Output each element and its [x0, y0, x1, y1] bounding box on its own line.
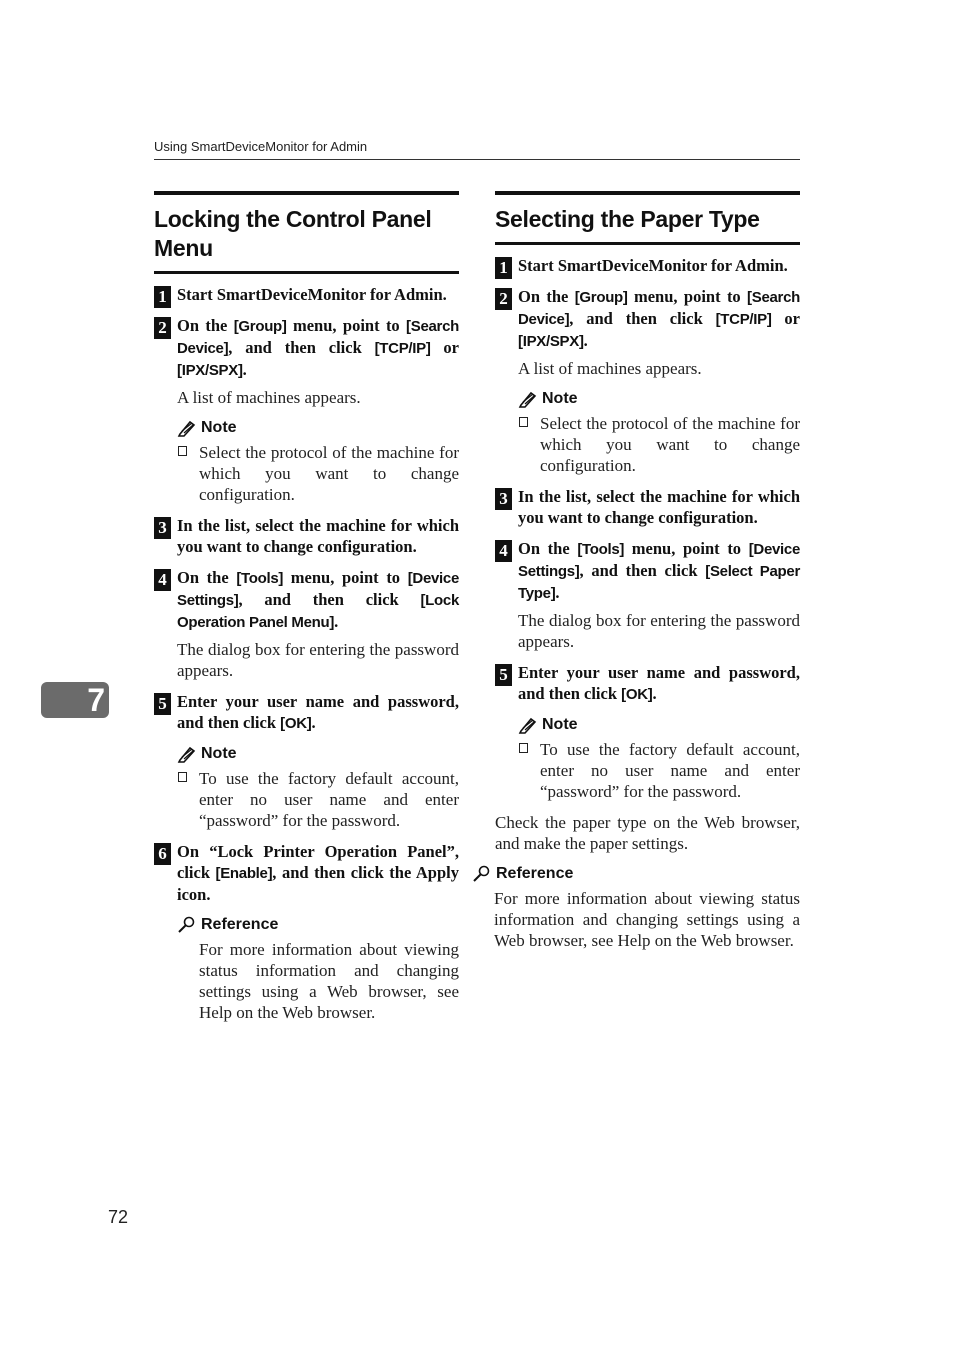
reference-text: For more information about viewing status information and changing settings using a Web browser, see Help on the Web browser.	[494, 889, 800, 950]
menu-key: [Search Device]	[177, 318, 459, 357]
menu-key: [OK]	[621, 686, 653, 703]
step-number: 3	[154, 517, 171, 539]
reference-block	[177, 915, 459, 1023]
note-text: To use the factory default account, enter no user name and enter “password” for the password.	[199, 769, 459, 830]
note-block	[518, 715, 800, 802]
pencil-icon	[518, 390, 538, 408]
menu-key: [Lock Operation Panel Menu]	[177, 592, 459, 631]
step-text: In the list, select the machine for which you want to change configuration.	[518, 487, 800, 527]
note-item	[518, 413, 800, 476]
note-item	[518, 739, 800, 802]
menu-key: [Tools]	[577, 541, 625, 558]
step-number: 5	[154, 693, 171, 715]
step-number: 1	[154, 286, 171, 308]
menu-key: [Group]	[233, 318, 287, 335]
menu-key: [OK]	[280, 715, 312, 732]
menu-key: [Group]	[574, 289, 628, 306]
note-text: Select the protocol of the machine for which you want to change configuration.	[199, 443, 459, 504]
reference-block	[472, 864, 800, 951]
menu-key: [Select Paper Type]	[518, 563, 800, 602]
note-item	[177, 442, 459, 505]
step-number: 3	[495, 488, 512, 510]
step-5	[495, 662, 800, 802]
menu-key: [Device Settings]	[177, 570, 459, 609]
step-result: A list of machines appears.	[177, 388, 361, 407]
step-number: 5	[495, 664, 512, 686]
step-number: 4	[154, 569, 171, 591]
step-2	[495, 286, 800, 476]
section-title: Locking the Control Panel Menu	[154, 191, 459, 274]
page-number: 72	[108, 1207, 129, 1227]
checkbox-icon	[519, 417, 528, 427]
step-3	[495, 486, 800, 528]
step-text: Start SmartDeviceMonitor for Admin.	[177, 285, 447, 304]
step-number: 2	[154, 317, 171, 339]
magnifier-icon	[177, 916, 197, 934]
menu-key: [IPX/SPX]	[518, 333, 584, 350]
note-block	[177, 418, 459, 505]
note-heading: Note	[201, 419, 237, 436]
pencil-icon	[177, 745, 197, 763]
step-text: On the [Tools] menu, point to [Device Settings], and then click [Lock Operation Panel Menu].	[177, 568, 459, 631]
step-2	[154, 315, 459, 505]
note-text: Select the protocol of the machine for which you want to change configuration.	[540, 414, 800, 475]
section-title: Selecting the Paper Type	[495, 191, 800, 245]
reference-heading: Reference	[496, 865, 574, 882]
note-block	[177, 744, 459, 831]
step-1	[495, 255, 800, 276]
step-3	[154, 515, 459, 557]
step-number: 2	[495, 288, 512, 310]
menu-key: [TCP/IP]	[715, 311, 772, 328]
pencil-icon	[518, 716, 538, 734]
step-text: Start SmartDeviceMonitor for Admin.	[518, 256, 788, 275]
checkbox-icon	[178, 772, 187, 782]
menu-key: [Enable]	[215, 865, 273, 882]
chapter-tab: 7	[41, 682, 109, 718]
step-number: 1	[495, 257, 512, 279]
step-result: A list of machines appears.	[518, 359, 702, 378]
step-result: The dialog box for entering the password appears.	[177, 640, 459, 680]
check-paragraph: Check the paper type on the Web browser, and make the paper settings.	[495, 813, 800, 853]
step-text: Enter your user name and password, and then click [OK].	[177, 692, 459, 732]
step-4	[154, 567, 459, 681]
reference-heading: Reference	[201, 916, 279, 933]
magnifier-icon	[472, 865, 492, 883]
note-heading: Note	[201, 745, 237, 762]
step-text: Enter your user name and password, and then click [OK].	[518, 663, 800, 703]
step-text: On the [Group] menu, point to [Search Device], and then click [TCP/IP] or [IPX/SPX].	[177, 316, 459, 379]
step-6	[154, 841, 459, 1023]
step-text: On the [Tools] menu, point to [Device Settings], and then click [Select Paper Type].	[518, 539, 800, 602]
right-column	[495, 191, 800, 951]
note-item	[177, 768, 459, 831]
note-text: To use the factory default account, enter no user name and enter “password” for the password.	[540, 740, 800, 801]
menu-key: [IPX/SPX]	[177, 362, 243, 379]
note-heading: Note	[542, 716, 578, 733]
checkbox-icon	[519, 743, 528, 753]
menu-key: [TCP/IP]	[374, 340, 431, 357]
menu-key: [Device Settings]	[518, 541, 800, 580]
menu-key: [Search Device]	[518, 289, 800, 328]
note-heading: Note	[542, 390, 578, 407]
step-text: In the list, select the machine for which you want to change configuration.	[177, 516, 459, 556]
step-4	[495, 538, 800, 652]
step-number: 4	[495, 540, 512, 562]
step-text: On “Lock Printer Operation Panel”, click [Enable], and then click the Apply icon.	[177, 842, 459, 904]
step-1	[154, 284, 459, 305]
step-5	[154, 691, 459, 831]
checkbox-icon	[178, 446, 187, 456]
pencil-icon	[177, 419, 197, 437]
step-result: The dialog box for entering the password appears.	[518, 611, 800, 651]
note-block	[518, 389, 800, 476]
running-header: Using SmartDeviceMonitor for Admin	[154, 139, 800, 160]
step-text: On the [Group] menu, point to [Search Device], and then click [TCP/IP] or [IPX/SPX].	[518, 287, 800, 350]
reference-text: For more information about viewing status information and changing settings using a Web browser, see Help on the Web browser.	[199, 940, 459, 1022]
step-number: 6	[154, 843, 171, 865]
menu-key: [Tools]	[236, 570, 284, 587]
left-column	[154, 191, 459, 1033]
